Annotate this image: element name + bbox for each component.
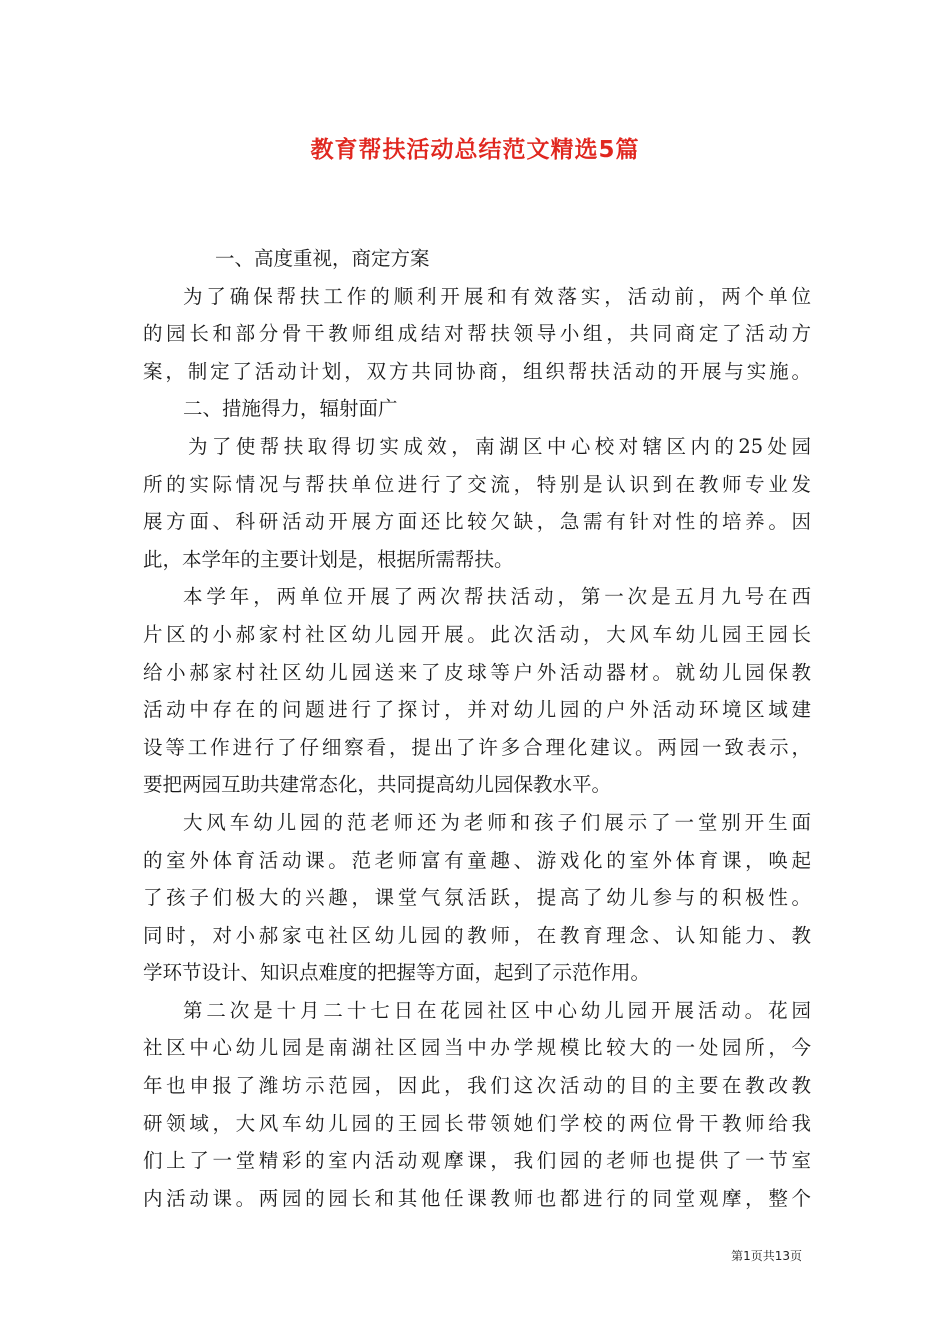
paragraph-line: 大风车幼儿园的范老师还为老师和孩子们展示了一堂别开生面 — [183, 810, 811, 834]
paragraph-line: 研领域，大风车幼儿园的王园长带领她们学校的两位骨干教师给我 — [143, 1111, 811, 1135]
paragraph-line: 此，本学年的主要计划是，根据所需帮扶。 — [143, 547, 514, 571]
paragraph-line: 片区的小郝家村社区幼儿园开展。此次活动，大风车幼儿园王园长 — [143, 622, 811, 646]
paragraph-line: 学环节设计、知识点难度的把握等方面，起到了示范作用。 — [143, 961, 651, 985]
page-number: 第1页共13页 — [731, 1249, 802, 1263]
paragraph-line: 为了确保帮扶工作的顺利开展和有效落实，活动前，两个单位 — [183, 284, 811, 308]
paragraph-line: 第二次是十月二十七日在花园社区中心幼儿园开展活动。花园 — [183, 998, 811, 1022]
paragraph-line: 展方面、科研活动开展方面还比较欠缺，急需有针对性的培养。因 — [143, 510, 811, 534]
section-heading: 一、高度重视，商定方案 — [215, 247, 430, 270]
paragraph-line: 活动中存在的问题进行了探讨，并对幼儿园的户外活动环境区域建 — [143, 698, 811, 722]
paragraph-line: 的园长和部分骨干教师组成结对帮扶领导小组，共同商定了活动方 — [143, 322, 811, 346]
paragraph-line: 本学年，两单位开展了两次帮扶活动，第一次是五月九号在西 — [183, 585, 811, 609]
paragraph-line: 年也申报了潍坊示范园，因此，我们这次活动的目的主要在教改教 — [143, 1074, 811, 1098]
document-title: 教育帮扶活动总结范文精选5篇 — [310, 137, 640, 163]
paragraph-line: 为了使帮扶取得切实成效，南湖区中心校对辖区内的25处园 — [188, 434, 811, 458]
paragraph-line: 要把两园互助共建常态化，共同提高幼儿园保教水平。 — [143, 773, 612, 797]
paragraph-line: 设等工作进行了仔细察看，提出了许多合理化建议。两园一致表示， — [143, 735, 811, 759]
paragraph-line: 给小郝家村社区幼儿园送来了皮球等户外活动器材。就幼儿园保教 — [143, 660, 811, 684]
paragraph-line: 同时，对小郝家屯社区幼儿园的教师，在教育理念、认知能力、教 — [143, 923, 811, 947]
paragraph-line: 社区中心幼儿园是南湖社区园当中办学规模比较大的一处园所，今 — [143, 1036, 811, 1060]
paragraph-line: 的室外体育活动课。范老师富有童趣、游戏化的室外体育课，唤起 — [143, 848, 811, 872]
paragraph-line: 了孩子们极大的兴趣，课堂气氛活跃，提高了幼儿参与的积极性。 — [143, 886, 811, 910]
paragraph-line: 内活动课。两园的园长和其他任课教师也都进行的同堂观摩，整个 — [143, 1186, 811, 1210]
section-heading: 二、措施得力，辐射面广 — [183, 397, 398, 421]
paragraph-line: 案，制定了活动计划，双方共同协商，组织帮扶活动的开展与实施。 — [143, 359, 811, 383]
paragraph-line: 所的实际情况与帮扶单位进行了交流，特别是认识到在教师专业发 — [143, 472, 811, 496]
paragraph-line: 们上了一堂精彩的室内活动观摩课，我们园的老师也提供了一节室 — [143, 1149, 811, 1173]
document-body — [143, 240, 811, 1217]
